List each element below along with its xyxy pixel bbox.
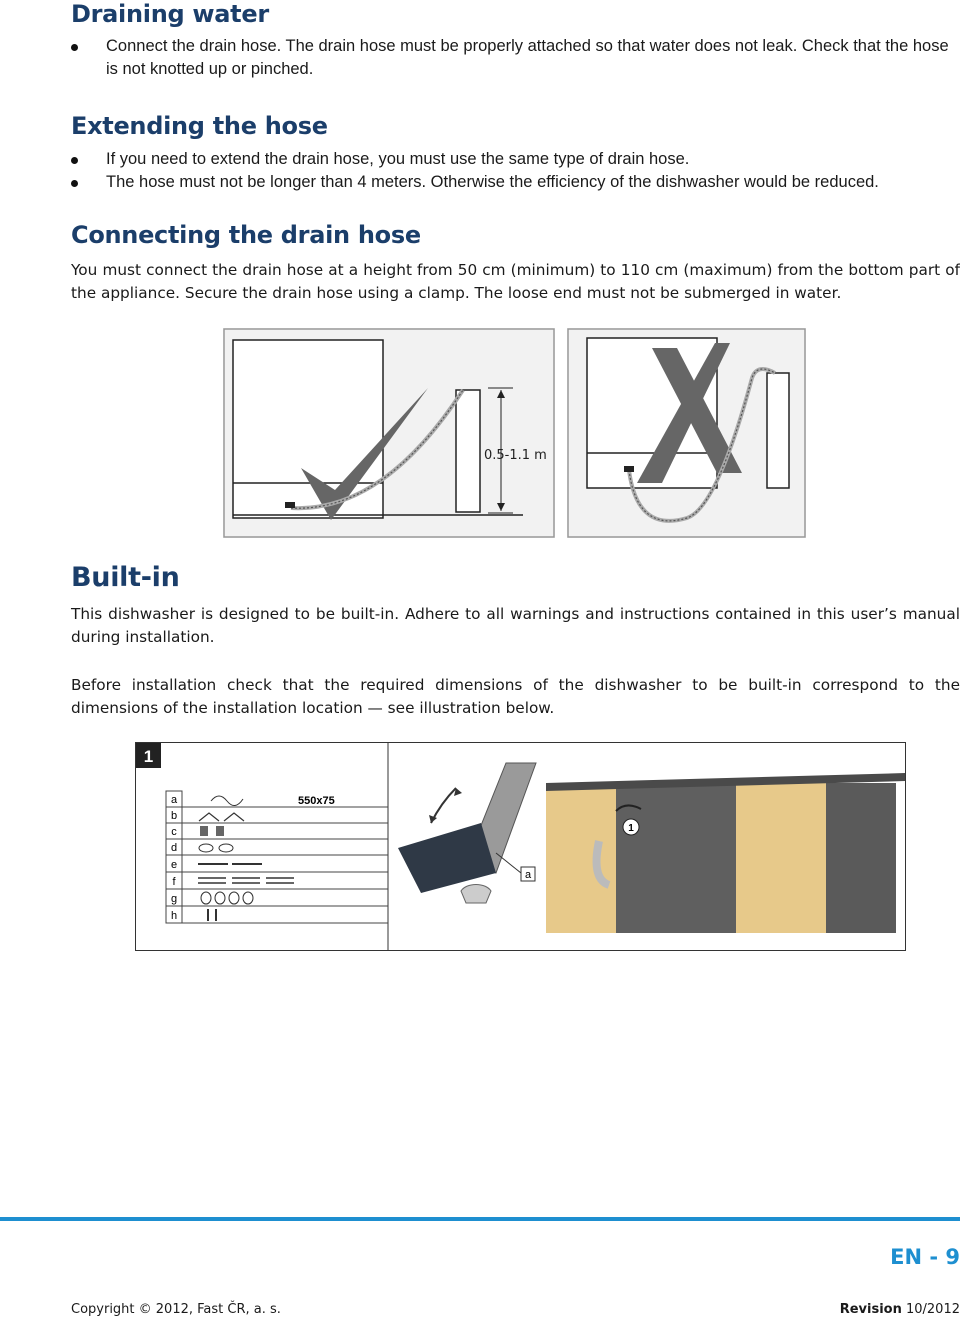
part-letter: d <box>170 842 178 854</box>
part-letter: h <box>170 910 178 922</box>
heading-connecting-drain-hose: Connecting the drain hose <box>71 221 421 249</box>
step-number: 1 <box>143 747 154 766</box>
parts-size-label: 550x75 <box>298 795 335 807</box>
heading-built-in: Built-in <box>71 562 180 593</box>
correct-hose-figure <box>223 328 555 538</box>
draining-bullet-list <box>71 35 960 81</box>
list-item: If you need to extend the drain hose, you must use the same type of drain hose. <box>71 148 960 171</box>
installation-figure <box>135 742 906 951</box>
builtin-paragraph-1: This dishwasher is designed to be built-in. Adhere to all warnings and instructions contained in this user’s manual during installation. <box>71 605 960 646</box>
heading-draining-water: Draining water <box>71 0 269 28</box>
part-letter: a <box>170 794 178 806</box>
bullet-icon <box>71 157 78 164</box>
connecting-paragraph: You must connect the drain hose at a height from 50 cm (minimum) to 110 cm (maximum) from the bottom part of the appliance. Secure the drain hose using a clamp. The loose end must not be submerged in water. <box>71 261 960 302</box>
bullet-icon <box>71 44 78 51</box>
correct-hose-illustration <box>223 328 555 538</box>
callout-1: 1 <box>628 823 634 834</box>
part-letter: e <box>170 859 178 871</box>
installation-illustration <box>136 743 905 950</box>
revision-label: Revision <box>839 1302 902 1317</box>
cabinet-illustration <box>546 773 905 933</box>
page-number: EN - 9 <box>890 1245 960 1269</box>
part-letter: c <box>171 826 177 838</box>
part-letter: b <box>170 810 178 822</box>
extending-bullet-list <box>71 148 960 194</box>
footer-rule <box>0 1217 960 1221</box>
height-range-label: 0.5-1.1 m <box>484 448 547 463</box>
incorrect-hose-figure <box>567 328 806 538</box>
callout-a: a <box>524 869 532 881</box>
incorrect-hose-illustration <box>567 328 806 538</box>
copyright: Copyright © 2012, Fast ČR, a. s. <box>71 1302 281 1317</box>
list-item: The hose must not be longer than 4 meters. Otherwise the efficiency of the dishwasher would be reduced. <box>71 171 960 194</box>
revision <box>840 1302 960 1317</box>
bullet-icon <box>71 180 78 187</box>
parts-list <box>166 791 388 923</box>
heading-extending-hose: Extending the hose <box>71 112 328 140</box>
list-item: Connect the drain hose. The drain hose must be properly attached so that water does not leak. Check that the hose is not knotted up or pinched. <box>71 35 960 81</box>
revision-value: 10/2012 <box>905 1302 960 1317</box>
part-letter: g <box>170 893 178 905</box>
part-letter: f <box>172 876 176 888</box>
builtin-paragraph-2: Before installation check that the required dimensions of the dishwasher to be built-in correspond to the dimensions of the installation location — see illustration below. <box>71 676 960 717</box>
hose-clamp-illustration <box>398 763 536 903</box>
